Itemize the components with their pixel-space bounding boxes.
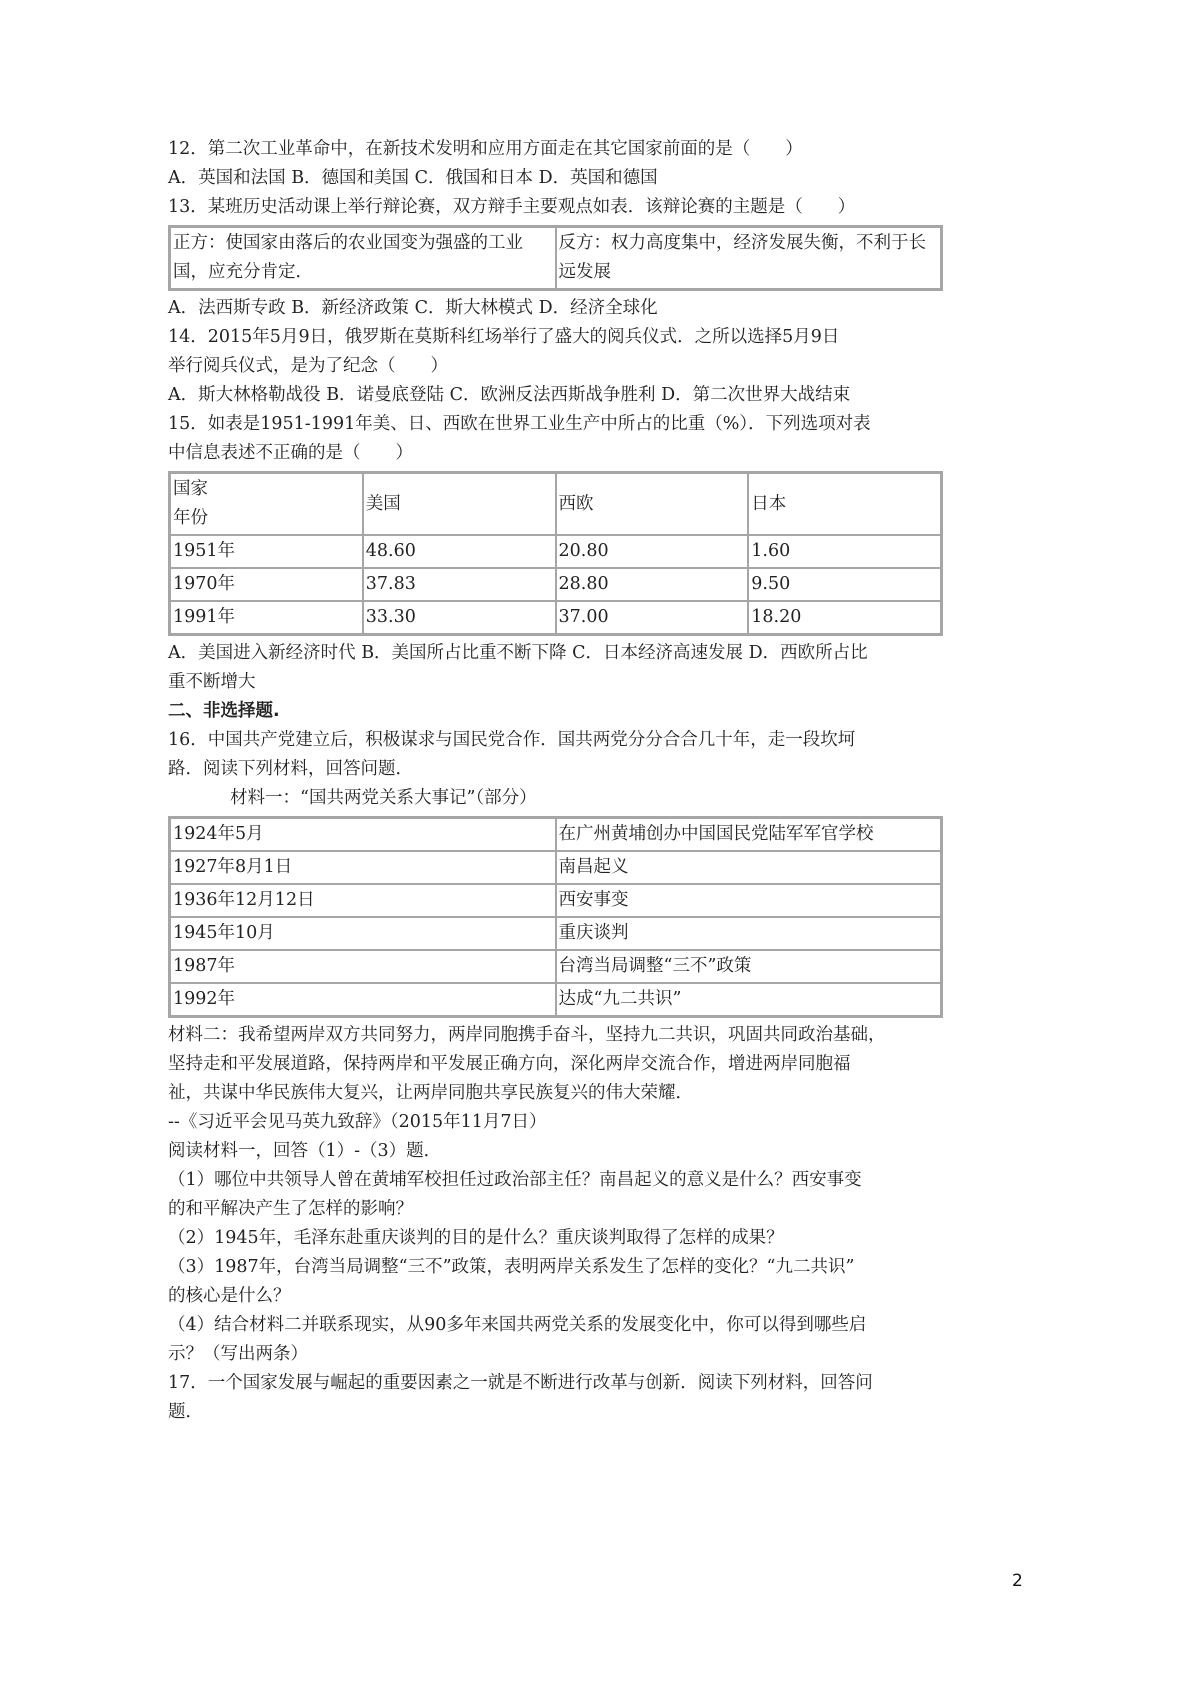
- table-header-row: [170, 473, 941, 535]
- q13-options: A．法西斯专政 B．新经济政策 C．斯大林模式 D．经济全球化: [168, 298, 658, 318]
- q17-line2: 题．: [168, 1402, 203, 1422]
- table-row: [170, 917, 941, 950]
- q16-sub3-line2: 的核心是什么？: [168, 1286, 291, 1306]
- value-cell: 9.50: [748, 568, 941, 601]
- event-cell: 达成“九二共识”: [556, 983, 942, 1016]
- q16-sub1-line2: 的和平解决产生了怎样的影响？: [168, 1199, 413, 1219]
- value-cell: 48.60: [363, 535, 556, 568]
- q16-sub4-line1: （4）结合材料二并联系现实，从90多年来国共两党关系的发展变化中，你可以得到哪些启: [168, 1315, 867, 1335]
- q15-stem-line1: 15．如表是1951-1991年美、日、西欧在世界工业生产中所占的比重（%）．下列选项对表: [168, 414, 871, 434]
- column-header: 日本: [748, 473, 941, 535]
- event-cell: 在广州黄埔创办中国国民党陆军军官学校: [556, 818, 942, 851]
- q12-stem: 12．第二次工业革命中，在新技术发明和应用方面走在其它国家前面的是（ ）: [168, 139, 803, 159]
- table-row: [170, 818, 941, 851]
- event-date-cell: 1936年12月12日: [170, 884, 556, 917]
- event-cell: 重庆谈判: [556, 917, 942, 950]
- section-heading: 二、非选择题.: [168, 701, 280, 721]
- q16-sub2: （2）1945年，毛泽东赴重庆谈判的目的是什么？重庆谈判取得了怎样的成果？: [168, 1228, 784, 1248]
- corner-country-label: 国家: [173, 479, 208, 499]
- con-argument-cell: 反方：权力高度集中，经济发展失衡，不利于长远发展: [556, 227, 942, 289]
- q16-intro-line2: 路．阅读下列材料，回答问题．: [168, 759, 413, 779]
- material2-source: --《习近平会见马英九致辞》（2015年11月7日）: [168, 1112, 547, 1132]
- table-row: [170, 227, 941, 289]
- event-date-cell: 1924年5月: [170, 818, 556, 851]
- q16-sub3-line1: （3）1987年，台湾当局调整“三不”政策，表明两岸关系发生了怎样的变化？“九二共识”: [168, 1257, 855, 1277]
- year-cell: 1970年: [170, 568, 363, 601]
- material2-line3: 祉，共谋中华民族伟大复兴，让两岸同胞共享民族复兴的伟大荣耀．: [168, 1083, 693, 1103]
- q13-stem: 13．某班历史活动课上举行辩论赛，双方辩手主要观点如表．该辩论赛的主题是（ ）: [168, 197, 856, 217]
- value-cell: 37.00: [556, 601, 749, 634]
- event-cell: 南昌起义: [556, 851, 942, 884]
- q15-stem-line2: 中信息表述不正确的是（ ）: [168, 443, 413, 463]
- q15-options-line2: 重不断增大: [168, 672, 256, 692]
- value-cell: 33.30: [363, 601, 556, 634]
- q12-options: A．英国和法国 B．德国和美国 C．俄国和日本 D．英国和德国: [168, 168, 658, 188]
- event-date-cell: 1987年: [170, 950, 556, 983]
- value-cell: 18.20: [748, 601, 941, 634]
- table-row: [170, 950, 941, 983]
- year-cell: 1951年: [170, 535, 363, 568]
- q16-sub1-line1: （1）哪位中共领导人曾在黄埔军校担任过政治部主任？南昌起义的意义是什么？西安事变: [168, 1170, 862, 1190]
- corner-header-cell: [170, 473, 363, 535]
- document-page: [168, 135, 943, 1427]
- corner-year-label: 年份: [173, 508, 208, 528]
- year-cell: 1991年: [170, 601, 363, 634]
- table-row: [170, 983, 941, 1016]
- value-cell: 37.83: [363, 568, 556, 601]
- q15-options-line1: A．美国进入新经济时代 B．美国所占比重不断下降 C．日本经济高速发展 D．西欧所占比: [168, 643, 868, 663]
- q16-instruction: 阅读材料一，回答（1）-（3）题．: [168, 1141, 442, 1161]
- table-row: [170, 535, 941, 568]
- column-header: 西欧: [556, 473, 749, 535]
- event-date-cell: 1945年10月: [170, 917, 556, 950]
- table-row: [170, 851, 941, 884]
- material1-caption: 材料一：“国共两党关系大事记”（部分）: [230, 788, 537, 808]
- column-header: 美国: [363, 473, 556, 535]
- q17-line1: 17．一个国家发展与崛起的重要因素之一就是不断进行改革与创新．阅读下列材料，回答问: [168, 1373, 873, 1393]
- q13-debate-table: [168, 225, 943, 291]
- q16-intro-line1: 16．中国共产党建立后，积极谋求与国民党合作．国共两党分分合合几十年，走一段坎坷: [168, 730, 856, 750]
- q16-sub4-line2: 示？（写出两条）: [168, 1344, 308, 1364]
- table-row: [170, 884, 941, 917]
- table-row: [170, 568, 941, 601]
- q14-stem-line2: 举行阅兵仪式，是为了纪念（ ）: [168, 356, 448, 376]
- value-cell: 20.80: [556, 535, 749, 568]
- page-number: 2: [1012, 1571, 1023, 1591]
- value-cell: 1.60: [748, 535, 941, 568]
- material2-line1: 材料二：我希望两岸双方共同努力，两岸同胞携手奋斗，坚持九二共识，巩固共同政治基础，: [168, 1025, 886, 1045]
- event-cell: 西安事变: [556, 884, 942, 917]
- q16-events-table: [168, 816, 943, 1018]
- value-cell: 28.80: [556, 568, 749, 601]
- event-date-cell: 1992年: [170, 983, 556, 1016]
- event-cell: 台湾当局调整“三不”政策: [556, 950, 942, 983]
- q15-industry-share-table: [168, 471, 943, 636]
- table-row: [170, 601, 941, 634]
- material2-line2: 坚持走和平发展道路，保持两岸和平发展正确方向，深化两岸交流合作，增进两岸同胞福: [168, 1054, 851, 1074]
- q14-stem-line1: 14．2015年5月9日，俄罗斯在莫斯科红场举行了盛大的阅兵仪式．之所以选择5月9日: [168, 327, 840, 347]
- event-date-cell: 1927年8月1日: [170, 851, 556, 884]
- pro-argument-cell: 正方：使国家由落后的农业国变为强盛的工业国，应充分肯定．: [170, 227, 556, 289]
- q14-options: A．斯大林格勒战役 B．诺曼底登陆 C．欧洲反法西斯战争胜利 D．第二次世界大战结束: [168, 385, 851, 405]
